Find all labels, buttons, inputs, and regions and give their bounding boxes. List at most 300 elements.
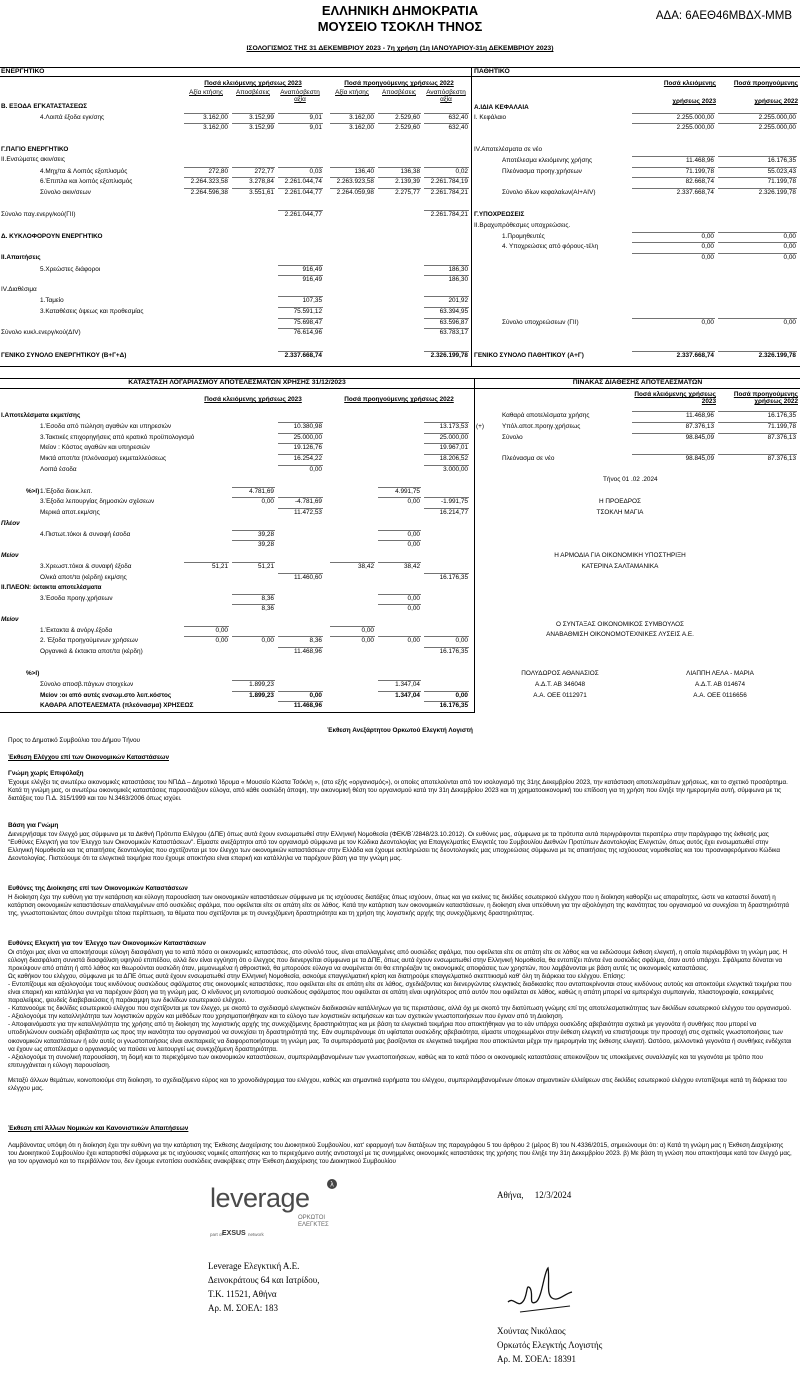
- liab-cell: 0,00: [783, 319, 796, 326]
- results-cell: 38,42: [404, 563, 420, 570]
- results-cell-rule: [278, 443, 323, 444]
- assets-cell: 3.278,84: [249, 178, 274, 185]
- results-frame-bottom: [0, 712, 474, 713]
- results-row-label: 3.Χρεωστ.τόκοι & συναφή έξοδα: [40, 563, 132, 570]
- liab-cell: 55.023,43: [767, 168, 796, 175]
- doc-title-country: ΕΛΛΗΝΙΚΗ ΔΗΜΟΚΡΑΤΙΑ: [321, 3, 479, 18]
- results-cell: 3.000,00: [443, 466, 468, 473]
- assets-cell: 632,40: [448, 114, 468, 121]
- auditor-paragraph-6: - Αποφαινόμαστε για την καταλληλότητα της χρήσης από τη διοίκηση της λογιστικής αρχής της συνεχιζόμενης δραστηριότητας και με βάση τα ελεγκτικά τεκμήρια που αποκτήθηκαν για το εάν υπάρχει ουσιώδης αβεβαιότητα σχετικά με γεγονότα ή συνθήκες που μπορεί να υποδηλώνουν ουσιώδη αβεβαιότητα ως προς την ικανότητα του οργανισμού να συνεχίσει τη δραστηριότητά της. Εάν συμπεράνουμε ότι υφίσταται ουσιώδης αβεβαιότητα, είμαστε υποχρεωμένοι στην έκθεση ελεγκτή να επιστήσουμε την προσοχή στις σχετικές γνωστοποιήσεις των οικονομικών καταστάσεων ή εάν αυτές οι γνωστοποιήσεις είναι ανεπαρκείς να διαφοροποιήσουμε τη γνώμη μας. Τα συμπεράσματά μας βασίζονται σε ελεγκτικά τεκμήρια που αποκτώνται μέχρι την ημερομηνία της έκθεσης ελεγκτή. Ωστόσο, μελλοντικά γεγονότα ή συνθήκες ενδέχεται να έχουν ως αποτέλεσμα ο οργανισμός να παύσει να λειτουργεί ως συνεχιζόμενη δραστηριότητα.: [8, 1021, 792, 1053]
- accountant2-id: Α.Δ.Τ. ΑΒ 014674: [694, 681, 746, 688]
- liab-row-label: Ι. Κεφάλαιο: [474, 114, 507, 121]
- results-row-label: Μείον: [1, 616, 19, 623]
- liab-row-label: Σύνολο υποχρεώσεων (ΓΙΙ): [502, 319, 579, 326]
- results-cell-rule: [330, 562, 375, 563]
- dist-col-current: Ποσά κλειόμενης χρήσεως 2023: [634, 391, 716, 406]
- assets-cell-rule: [378, 113, 421, 114]
- results-row-label: 3.Τακτικές επιχορηγήσεις από κρατικό προϋπολογισμό: [40, 434, 195, 441]
- assets-cell-rule: [278, 328, 323, 329]
- assets-cell-rule: [424, 275, 469, 276]
- logo-network: EXSUS: [222, 1230, 246, 1237]
- results-cell-rule: [378, 497, 421, 498]
- results-row-label: Μερικά αποτ.εκμ/σης: [40, 509, 100, 516]
- assets-cell-rule: [232, 113, 275, 114]
- report-heading-financial: Έκθεση Ελέγχου επί των Οικονομικών Καταστάσεων: [8, 754, 169, 761]
- finance-title: Η ΑΡΜΟΔΙΑ ΓΙΑ ΟΙΚΟΝΟΜΙΚΗ ΥΠΟΣΤΗΡΙΞΗ: [554, 552, 686, 559]
- firm-address-2: Τ.Κ. 11521, Αθήνα: [208, 1289, 277, 1299]
- liab-cell-rule: [718, 123, 797, 124]
- results-cell-rule: [278, 636, 323, 637]
- assets-col-previous: Ποσά προηγούμενης χρήσεως 2022: [344, 80, 454, 87]
- results-cell: 0,00: [309, 692, 322, 699]
- assets-cell: 916,49: [302, 266, 322, 273]
- assets-cell: 2.275,77: [395, 189, 420, 196]
- results-cell-rule: [424, 443, 469, 444]
- dist-cell-rule: [718, 433, 797, 434]
- assets-cell: 2.139,39: [395, 178, 420, 185]
- assets-cell-rule: [278, 210, 323, 211]
- assets-cell-rule: [424, 177, 469, 178]
- results-cell-rule: [330, 626, 375, 627]
- results-cell-rule: [424, 508, 469, 509]
- assets-cell: 272,80: [208, 168, 228, 175]
- assets-cell-rule: [278, 307, 323, 308]
- results-cell-rule: [278, 508, 323, 509]
- liab-cell: 0,00: [701, 254, 714, 261]
- results-row-label: ΙΙ.ΠΛΕΟΝ: έκτακτα αποτελέσματα: [1, 584, 102, 591]
- heading-legal: Έκθεση επί Άλλων Νομικών και Κανονιστικών Απαιτήσεων: [8, 1125, 189, 1132]
- assets-cell: 2.261.784,21: [430, 189, 468, 196]
- assets-cell-rule: [330, 113, 375, 114]
- results-cell-rule: [424, 573, 469, 574]
- dist-cell: 16.176,35: [767, 412, 796, 419]
- logo-wordmark: leverage: [210, 1183, 310, 1213]
- liab-cell: 0,00: [701, 243, 714, 250]
- results-cell: 0,00: [407, 595, 420, 602]
- results-row-label: 3.Έξοδα λειτουργίας δημοσιών σχέσεων: [40, 498, 155, 505]
- assets-cell: 75.591,12: [293, 308, 322, 315]
- results-cell-rule: [378, 530, 421, 531]
- results-cell-rule: [278, 573, 323, 574]
- liab-cell-rule: [632, 167, 715, 168]
- liab-cell: 0,00: [701, 233, 714, 240]
- assets-cell: 2.264.323,58: [190, 178, 228, 185]
- results-row-marker: (+): [476, 423, 484, 430]
- results-col-current: Ποσά κλειόμενης χρήσεως 2023: [204, 396, 302, 403]
- assets-cell-rule: [424, 307, 469, 308]
- assets-cell: 186,30: [448, 276, 468, 283]
- dist-row-label: Καθαρά αποτελέσματα χρήσης: [502, 412, 590, 419]
- assets-cell: 75.698,47: [293, 319, 322, 326]
- results-cell: 25.000,00: [293, 434, 322, 441]
- assets-cell-rule: [278, 275, 323, 276]
- accountant2-license: Α.Α. ΟΕΕ 0116656: [693, 692, 747, 699]
- assets-cell: 2.337.668,74: [284, 352, 322, 359]
- assets-cell: 2.263.923,58: [336, 178, 374, 185]
- liabilities-title: ΠΑΘΗΤΙΚΟ: [474, 68, 510, 75]
- results-cell: 25.000,00: [439, 434, 468, 441]
- liab-cell-rule: [718, 318, 797, 319]
- liab-cell: 2.255.000,00: [676, 114, 714, 121]
- results-row-label: 1.Έσοδα από πώληση αγαθών και υπηρεσιών: [40, 423, 172, 430]
- auditor-paragraph-3: - Εντοπίζουμε και αξιολογούμε τους κινδύνους ουσιώδους σφάλματος στις οικονομικές καταστάσεις, που οφείλεται είτε σε απάτη είτε σε λάθος, σχεδιάζοντας και διενεργώντας ελεγκτικές διαδικασίες που ανταποκρίνονται στους κινδύνους αυτούς και αποκτούμε ελεγκτικά τεκμήρια που είναι επαρκή και κατάλληλα για να παρέχουν βάση για τη γνώμη μας. Ο κίνδυνος μη εντοπισμού ουσιώδους σφάλματος που οφείλεται σε απάτη είναι υψηλότερος από αυτόν που οφείλεται σε λάθος, καθώς η απάτη μπορεί να εμπεριέχει συμπαιγνία, πλαστογραφία, εσκεμμένες παραλείψεις, ψευδείς διαβεβαιώσεις ή παράκαμψη των δικλίδων εσωτερικού ελέγχου.: [8, 981, 792, 1005]
- assets-cell-rule: [330, 188, 375, 189]
- results-cell-rule: [278, 454, 323, 455]
- results-cell-rule: [330, 636, 375, 637]
- assets-row-label: 6.Έπιπλα και λοιπός εξοπλισμός: [40, 178, 133, 185]
- assets-cell-rule: [378, 177, 421, 178]
- results-cell: 8,36: [309, 637, 322, 644]
- results-cell: 19.126,76: [293, 444, 322, 451]
- assets-cell: 201,92: [448, 297, 468, 304]
- assets-cell-rule: [278, 351, 323, 352]
- assets-cell-rule: [278, 318, 323, 319]
- results-cell-rule: [424, 465, 469, 466]
- assets-sub-cost: Αξία κτήσης: [189, 89, 223, 96]
- results-row-label: 1.Έξοδα διοικ.λειτ.: [40, 488, 93, 495]
- results-cell: 16.176,35: [439, 574, 468, 581]
- results-cell-rule: [232, 497, 275, 498]
- results-cell-rule: [378, 594, 421, 595]
- liab-cell-rule: [632, 123, 715, 124]
- results-cell-rule: [278, 701, 323, 702]
- assets-cell: 0,03: [309, 168, 322, 175]
- liab-cell: 71.199,78: [767, 178, 796, 185]
- assets-cell: 9,01: [309, 124, 322, 131]
- firm-registration: Αρ. Μ. ΣΟΕΛ: 183: [208, 1303, 279, 1313]
- assets-cell-rule: [424, 167, 469, 168]
- doc-subtitle: ΙΣΟΛΟΓΙΣΜΟΣ ΤΗΣ 31 ΔΕΚΕΜΒΡΙΟΥ 2023 - 7η χρήση (1η ΙΑΝΟΥΑΡΙΟΥ-31η ΔΕΚΕΜΒΡΙΟΥ 2023): [246, 45, 554, 52]
- assets-cell: 2.261.044,74: [284, 178, 322, 185]
- liab-cell-rule: [632, 232, 715, 233]
- results-row-label: ΚΑΘΑΡΑ ΑΠΟΤΕΛΕΣΜΑΤΑ (πλεόνασμα) ΧΡΗΣΕΩΣ: [40, 702, 194, 709]
- results-row-label: 3.Έσοδα προηγ.χρήσεων: [40, 595, 113, 602]
- dist-cell: 87.376,13: [767, 434, 796, 441]
- dist-cell-rule: [718, 454, 797, 455]
- auditor-paragraph-1: Οι στόχοι μας είναι να αποκτήσουμε εύλογη διασφάλιση για το κατά πόσο οι οικονομικές καταστάσεις, στο σύνολό τους, είναι απαλλαγμένες από ουσιώδες σφάλμα, που οφείλεται είτε σε απάτη είτε σε λάθος και να εκδώσουμε έκθεση ελεγκτή, η οποία περιλαμβάνει τη γνώμη μας. Η εύλογη διασφάλιση συνιστά διασφάλιση υψηλού επιπέδου, αλλά δεν είναι εγγύηση ότι ο έλεγχος που διενεργείται σύμφωνα με τα ΔΠΕ, όπως αυτά έχουν ενσωματωθεί στην Ελληνική Νομοθεσία, θα εντοπίζει πάντα ένα ουσιώδες σφάλμα, όταν αυτό υπάρχει. Σφάλματα δύναται να προκύψουν από απάτη ή από λάθος και θεωρούνται ουσιώδη όταν, μεμονωμένα ή αθροιστικά, θα μπορούσε εύλογα να αναμένεται ότι θα επηρέαζαν τις οικονομικές αποφάσεις των χρηστών, που λαμβάνονται με βάση αυτές τις οικονομικές καταστάσεις.: [8, 949, 788, 973]
- liab-cell-rule: [718, 232, 797, 233]
- assets-cell-rule: [232, 123, 275, 124]
- assets-row-label: Σύνολο ακιν/σεων: [40, 189, 91, 196]
- liab-cell: 2.255.000,00: [676, 124, 714, 131]
- assets-row-label: ΙV.Διαθέσιμα: [1, 286, 37, 293]
- opinion-paragraph-2: Κατά τη γνώμη μας, οι ανωτέρω οικονομικές καταστάσεις παρουσιάζουν εύλογα, από κάθε ουσιώδη άποψη, την οικονομική θέση του οργανισμού κατά την 31η Δεκεμβρίου 2023 και τη χρηματοοικονομική του επίδοση για τη χρήση που έληξε την ημερομηνία αυτή, σύμφωνα με τις διατάξεις του Π.Δ. 315/1999 και του Ν.3463/2006 όπως ισχύει.: [8, 787, 782, 803]
- advisor-title: Ο ΣΥΝΤΑΞΑΣ ΟΙΚΟΝΟΜΙΚΟΣ ΣΥΜΒΟΥΛΟΣ: [555, 621, 685, 628]
- results-row-label: Σύνολο αποσβ.πάγιων στοιχείων: [40, 681, 134, 688]
- assets-cell-rule: [424, 318, 469, 319]
- dist-cell: 98.845,09: [685, 434, 714, 441]
- liab-row-label: 4. Υποχρεώσεις από φόρους-τέλη: [502, 243, 598, 250]
- results-cell-rule: [278, 647, 323, 648]
- results-row-label: Ι.Αποτελέσματα εκμετ/σης: [1, 412, 81, 419]
- liab-cell: 0,00: [783, 233, 796, 240]
- assets-cell: 9,01: [309, 114, 322, 121]
- liab-cell: 0,00: [783, 243, 796, 250]
- assets-cell: 2.261.044,77: [284, 211, 322, 218]
- results-cell-rule: [232, 562, 275, 563]
- results-cell-rule: [424, 636, 469, 637]
- results-cell: 38,42: [358, 563, 374, 570]
- assets-cell-rule: [278, 123, 323, 124]
- assets-cell: 136,38: [400, 168, 420, 175]
- results-cell: 51,21: [258, 563, 274, 570]
- assets-cell: 0,02: [455, 168, 468, 175]
- assets-title: ΕΝΕΡΓΗΤΙΚΟ: [1, 68, 45, 75]
- results-cell: 18.206,52: [439, 455, 468, 462]
- assets-cell-rule: [232, 177, 275, 178]
- results-row-label: Μείον :οι από αυτές ενσωμ.στο λειτ.κόστος: [40, 692, 172, 699]
- results-cell: 11.472,53: [294, 509, 322, 516]
- dist-row-label: Σύνολο: [502, 434, 523, 441]
- heading-auditor: Ευθύνες Ελεγκτή για τον Έλεγχο των Οικονομικών Καταστάσεων: [8, 940, 206, 947]
- assets-cell: 3.551,61: [249, 189, 274, 196]
- liab-row-label: ΙV.Αποτελέσματα σε νέο: [474, 146, 543, 153]
- assets-cell-rule: [232, 167, 275, 168]
- accountant2-name: ΛΙΑΠΠΗ ΛΕΛΑ - ΜΑΡΙΑ: [686, 670, 754, 677]
- results-cell: 16.176,35: [439, 648, 468, 655]
- results-cell-rule: [278, 497, 323, 498]
- auditor-title: Ορκωτός Ελεγκτής Λογιστής: [497, 1340, 603, 1350]
- dist-col-previous: Ποσά προηγούμενης χρήσεως 2022: [733, 391, 798, 406]
- results-cell-rule: [232, 604, 275, 605]
- svg-text:λ: λ: [330, 1181, 334, 1189]
- results-cell-rule: [378, 691, 421, 692]
- assets-cell: 63.783,17: [439, 329, 468, 336]
- results-cell: 4.781,69: [249, 488, 274, 495]
- auditor-registration: Αρ. Μ. ΣΟΕΛ: 18391: [497, 1354, 577, 1364]
- liab-row-label: Αποτέλεσμα κλειόμενης χρήσης: [502, 157, 593, 164]
- assets-cell-rule: [424, 351, 469, 352]
- assets-cell: 2.261.044,77: [284, 189, 322, 196]
- assets-cell: 3.162,00: [349, 124, 374, 131]
- results-cell-rule: [378, 636, 421, 637]
- management-paragraph: Η διοίκηση έχει την ευθύνη για την κατάρτιση και εύλογη παρουσίαση των οικονομικών καταστάσεων σύμφωνα με τις ισχύουσες διατάξεις όπως ισχύουν, όπως και για εκείνες τις δικλίδες εσωτερικού ελέγχου που η διοίκηση καθορίζει ως απαραίτητες, ώστε να καταστεί δυνατή η κατάρτιση οικονομικών καταστάσεων απαλλαγμένων από ουσιώδες σφάλμα, που οφείλεται είτε σε απάτη είτε σε λάθος. Κατά την κατάρτιση των οικονομικών καταστάσεων, η διοίκηση είναι υπεύθυνη για την αξιολόγηση της ικανότητας του οργανισμού να συνεχίσει τη δραστηριότητά της, γνωστοποιώντας όπου συντρέχει τέτοια περίπτωση, τα θέματα που σχετίζονται με τη συνεχιζόμενη δραστηριότητα και τη χρήση της λογιστικής αρχής της συνεχιζόμενης δραστηριότητας.: [8, 894, 789, 918]
- results-frame-header: [0, 388, 800, 389]
- assets-cell: 2.326.199,78: [430, 352, 468, 359]
- assets-cell-rule: [424, 123, 469, 124]
- assets-cell: 272,77: [254, 168, 274, 175]
- results-cell: 16.176,35: [439, 702, 468, 709]
- results-row-label: Οργανικά & έκτακτα αποτ/τα (κέρδη): [40, 648, 143, 655]
- results-cell: 0,00: [407, 637, 420, 644]
- assets-row-label: ΓΕΝΙΚΟ ΣΥΝΟΛΟ ΕΝΕΡΓΗΤΙΚΟΥ (Β+Γ+Δ): [1, 352, 127, 359]
- results-cell-rule: [378, 680, 421, 681]
- results-cell: 0,00: [361, 627, 374, 634]
- distribution-title: ΠΙΝΑΚΑΣ ΔΙΑΘΕΣΗΣ ΑΠΟΤΕΛΕΣΜΑΤΩΝ: [572, 379, 703, 386]
- assets-cell-rule: [278, 177, 323, 178]
- results-cell-rule: [232, 680, 275, 681]
- results-cell: 1.347,04: [395, 681, 420, 688]
- results-cell-rule: [378, 604, 421, 605]
- results-cell: 0,00: [455, 692, 468, 699]
- assets-row-label: Σύνολο παγ.ενεργ/κού(ΓΙΙ): [1, 211, 76, 218]
- results-cell-rule: [424, 422, 469, 423]
- results-row-label: Μείον: [1, 552, 19, 559]
- assets-cell-rule: [278, 265, 323, 266]
- heading-management: Ευθύνες της Διοίκησης επί των Οικονομικών Καταστάσεων: [8, 885, 188, 892]
- liab-cell-rule: [632, 318, 715, 319]
- doc-title-museum: ΜΟΥΣΕΙΟ ΤΣΟΚΛΗ ΤΗΝΟΣ: [317, 19, 483, 34]
- results-row-label: %>Ι): [26, 670, 40, 677]
- liab-row-label: 1.Προμηθευτές: [502, 233, 545, 240]
- logo-network-word: network: [248, 1232, 264, 1237]
- assets-cell: 3.162,00: [203, 114, 228, 121]
- auditor-paragraph-4: - Κατανοούμε τις δικλίδες εσωτερικού ελέγχου που σχετίζονται με τον έλεγχο, με σκοπό το σχεδιασμό ελεγκτικών διαδικασιών κατάλληλων για τις περιστάσεις, αλλά όχι με σκοπό την διατύπωση γνώμης επί της αποτελεσματικότητας των δικλίδων εσωτερικού ελέγχου του οργανισμού.: [8, 1005, 792, 1013]
- results-cell-rule: [232, 487, 275, 488]
- results-row-label: %>Ι): [26, 488, 40, 495]
- liab-row-label: Α.ΙΔΙΑ ΚΕΦΑΛΑΙΑ: [474, 104, 529, 111]
- results-cell-rule: [424, 691, 469, 692]
- results-cell: -4.781,69: [294, 498, 322, 505]
- dist-cell-rule: [718, 422, 797, 423]
- results-row-label: Μείον : Κόστος αγαθών και υπηρεσιών: [40, 444, 150, 451]
- liab-cell: 2.255.000,00: [758, 114, 796, 121]
- assets-sub-cost-prev: Αξία κτήσης: [335, 89, 369, 96]
- results-cell-rule: [278, 465, 323, 466]
- auditor-name: Χούντας Νικόλαος: [497, 1326, 566, 1336]
- assets-cell-rule: [378, 123, 421, 124]
- dist-cell: 71.199,78: [767, 423, 796, 430]
- liab-row-label: ΙΙ.Βραχυπρόθεσμες υποχρεώσεις.: [474, 222, 571, 229]
- liab-cell: 2.337.668,74: [676, 189, 714, 196]
- results-row-label: 1.Έκτακτα & ανόργ.έξοδα: [40, 627, 113, 634]
- results-cell: 0,00: [361, 637, 374, 644]
- assets-cell-rule: [330, 123, 375, 124]
- results-cell-rule: [184, 626, 229, 627]
- results-cell: 4.991,75: [395, 488, 420, 495]
- auditor-paragraph-7: - Αξιολογούμε τη συνολική παρουσίαση, τη δομή και το περιεχόμενο των οικονομικών καταστάσεων, συμπεριλαμβανομένων των γνωστοποιήσεων, καθώς και το κατά πόσο οι οικονομικές καταστάσεις απεικονίζουν τις υποκείμενες συναλλαγές και τα γεγονότα με τρόπο που επιτυγχάνεται η εύλογη παρουσίαση.: [8, 1053, 764, 1069]
- liab-cell-rule: [718, 351, 797, 352]
- assets-sub-depr-prev: Αποσβέσεις: [382, 89, 416, 96]
- liab-cell: 16.176,35: [767, 157, 796, 164]
- assets-cell: 2.264.596,38: [190, 189, 228, 196]
- results-cell-rule: [278, 433, 323, 434]
- opinion-paragraph-1: Έχουμε ελέγξει τις ανωτέρω οικονομικές καταστάσεις του ΝΠΔΔ – Δημοτικό Ίδρυμα « Μουσείο Κώστα Τσόκλη », (στο εξής «οργανισμός»), οι οποίες αποτελούνται από τον ισολογισμό της 31ης Δεκεμβρίου 2023, την κατάσταση αποτελεσμάτων χρήσεως, και το σχετικό προσάρτημα.: [8, 779, 788, 786]
- results-row-label: 4.Πιστωτ.τόκοι & συναφή έσοδα: [40, 531, 131, 538]
- liab-cell-rule: [718, 113, 797, 114]
- assets-cell-rule: [330, 167, 375, 168]
- advisor-firm: ΑΝΑΒΑΘΜΙΣΗ ΟΙΚΟΝΟΜΟΤΕΧΝΙΚΕΣ ΛΥΣΕΙΣ Α.Ε.: [546, 631, 694, 638]
- dist-cell: 98.845,09: [685, 455, 714, 462]
- president-name: ΤΣΟΚΛΗ ΜΑΓΙΑ: [596, 509, 644, 516]
- dist-cell-rule: [632, 422, 715, 423]
- results-cell: 1.899,23: [249, 681, 274, 688]
- results-cell-rule: [184, 562, 229, 563]
- results-cell-rule: [424, 701, 469, 702]
- report-title: Έκθεση Ανεξάρτητου Ορκωτού Ελεγκτή Λογιστή: [327, 727, 473, 734]
- results-title: ΚΑΤΑΣΤΑΣΗ ΛΟΓΑΡΙΑΣΜΟΥ ΑΠΟΤΕΛΕΣΜΑΤΩΝ ΧΡΗΣΗΣ 31/12/2023: [128, 379, 346, 386]
- assets-sub-depr: Αποσβέσεις: [236, 89, 270, 96]
- results-cell: 0,00: [215, 627, 228, 634]
- liab-cell: 11.468,96: [686, 157, 714, 164]
- results-cell: 0,00: [455, 637, 468, 644]
- assets-cell-rule: [424, 113, 469, 114]
- results-cell: 0,00: [407, 541, 420, 548]
- firm-name: Leverage Ελεγκτική Α.Ε.: [208, 1261, 300, 1271]
- liab-cell-rule: [718, 242, 797, 243]
- dist-cell: 87.376,13: [767, 455, 796, 462]
- liab-cell-rule: [632, 113, 715, 114]
- heading-opinion: Γνώμη χωρίς Επιφύλαξη: [8, 770, 84, 777]
- liab-cell: 0,00: [783, 254, 796, 261]
- assets-row-label: 5.Χρεώστες διάφοροι: [40, 266, 101, 273]
- liab-cell: 82.668,74: [685, 178, 714, 185]
- liab-col-previous: Ποσά προηγούμενης: [733, 80, 798, 87]
- dist-cell: 87.376,13: [685, 423, 714, 430]
- assets-row-label: ΙΙ.Απαιτήσεις: [1, 254, 41, 261]
- liab-cell-rule: [632, 177, 715, 178]
- results-cell-rule: [378, 562, 421, 563]
- results-cell: 0,00: [407, 605, 420, 612]
- liab-row-label: Σύνολο ιδίων κεφαλαίων(ΑΙ+ΑΙV): [502, 189, 596, 196]
- results-cell: 1.347,04: [395, 692, 420, 699]
- assets-cell-rule: [424, 328, 469, 329]
- dist-cell-rule: [632, 433, 715, 434]
- results-cell: 1.899,23: [249, 692, 274, 699]
- liab-cell-rule: [632, 188, 715, 189]
- assets-cell-rule: [424, 296, 469, 297]
- legal-paragraph: Λαμβάνοντας υπόψη ότι η διοίκηση έχει την ευθύνη για την κατάρτιση της Έκθεσης Διαχείρισης του Διοικητικού Συμβουλίου, κατ' εφαρμογή των διατάξεων της παραγράφου 5 του άρθρου 2 (μέρος Β) του Ν.4336/2015, σημειώνουμε ότι: α) Κατά τη γνώμη μας η Έκθεση Διαχείρισης του Διοικητικού Συμβουλίου έχει καταρτισθεί σύμφωνα με τις ισχύουσες νομικές απαιτήσεις και το περιεχόμενο αυτής αντιστοιχεί με τις συνημμένες οικονομικές καταστάσεις της χρήσης που έληξε την 31η Δεκεμβρίου 2023. β) Με βάση τη γνώση που αποκτήσαμε κατά τον έλεγχό μας, για τον οργανισμό και το περιβάλλον του, δεν έχουμε εντοπίσει ουσιώδεις ανακρίβειες στην Έκθεση Διαχείρισης του Διοικητικού Συμβουλίου: [8, 1142, 792, 1166]
- results-cell-rule: [278, 691, 323, 692]
- assets-cell-rule: [278, 113, 323, 114]
- results-cell: 16.214,77: [439, 509, 468, 516]
- assets-cell-rule: [184, 167, 229, 168]
- assets-row-label: Β. ΕΞΟΔΑ ΕΓΚΑΤΑΣΤΑΣΕΩΣ: [1, 103, 88, 110]
- results-row-label: 2. Έξοδα προηγούμενων χρήσεων: [40, 637, 138, 644]
- logo-sub2: ΕΛΕΓΚΤΕΣ: [298, 1222, 329, 1228]
- results-cell-rule: [232, 540, 275, 541]
- firm-address-1: Δεινοκράτους 64 και Ιατρίδου,: [208, 1275, 320, 1285]
- assets-cell: 76.614,96: [293, 329, 322, 336]
- liab-cell-rule: [718, 253, 797, 254]
- assets-cell: 186,30: [448, 266, 468, 273]
- opinion-text: [8, 779, 792, 803]
- assets-row-label: Δ. ΚΥΚΛΟΦΟΡΟΥΝ ΕΝΕΡΓΗΤΙΚΟ: [1, 233, 103, 240]
- results-cell-rule: [184, 636, 229, 637]
- assets-col-current: Ποσά κλειόμενης χρήσεως 2023: [204, 80, 302, 87]
- accountant1-id: Α.Δ.Τ. ΑΒ 346048: [534, 681, 586, 688]
- assets-row-label: 3.Καταθέσεις όψεως και προθεσμίας: [40, 308, 144, 315]
- assets-cell-rule: [184, 123, 229, 124]
- assets-cell-rule: [378, 188, 421, 189]
- results-cell: 8,36: [261, 595, 274, 602]
- dist-cell-rule: [718, 411, 797, 412]
- logo-partof: part of: [210, 1232, 223, 1237]
- results-cell: 13.173,53: [439, 423, 468, 430]
- results-cell: 39,28: [258, 531, 274, 538]
- frame-top: [0, 67, 800, 68]
- results-row-label: Πλέον: [1, 520, 20, 527]
- leverage-logo: [208, 1178, 338, 1244]
- results-cell: 0,00: [261, 498, 274, 505]
- assets-sub-net: Αναπόσβεστη αξία: [280, 89, 320, 104]
- assets-row-label: 4.Μηχ/τα & Λοιπός εξοπλισμός: [40, 168, 128, 175]
- results-cell: 11.468,96: [294, 648, 322, 655]
- basis-paragraph: Διενεργήσαμε τον έλεγχό μας σύμφωνα με τα Διεθνή Πρότυπα Ελέγχου (ΔΠΕ) όπως αυτά έχουν ενσωματωθεί στην Ελληνική Νομοθεσία (ΦΕΚ/Β΄/2848/23.10.2012). Οι ευθύνες μας, σύμφωνα με τα πρότυπα αυτά περιγράφονται περαιτέρω στην παράγραφο της έκθεσής μας "Ευθύνες Ελεγκτή για τον Έλεγχο των Οικονομικών Καταστάσεων". Είμαστε ανεξάρτητοι από τον οργανισμό σύμφωνα με τον Κώδικα Δεοντολογίας για Επαγγελματίες Ελεγκτές του Συμβουλίου Διεθνών Προτύπων Δεοντολογίας Ελεγκτών, όπως αυτός έχει ενσωματωθεί στην Ελληνική Νομοθεσία και τις απαιτήσεις δεοντολογίας που σχετίζονται με τον έλεγχο των οικονομικών καταστάσεων στην Ελλάδα και έχουμε εκπληρώσει τις δεοντολογικές μας υποχρεώσεις σύμφωνα με τις απαιτήσεις της ισχύουσας νομοθεσίας και του προαναφερόμενου Κώδικα Δεοντολογίας. Πιστεύουμε ότι τα ελεγκτικά τεκμήρια που έχουμε αποκτήσει είναι επαρκή και κατάλληλα να παρέχουν βάση για την γνώμη μας.: [8, 831, 780, 863]
- results-cell: 39,28: [258, 541, 274, 548]
- assets-cell: 2.529,60: [395, 114, 420, 121]
- results-cell: 0,00: [407, 498, 420, 505]
- results-cell-rule: [378, 540, 421, 541]
- assets-cell: 2.261.784,19: [430, 178, 468, 185]
- liab-cell: 2.326.199,78: [758, 352, 796, 359]
- assets-cell: 2.264.059,98: [336, 189, 374, 196]
- assets-cell-rule: [424, 210, 469, 211]
- assets-cell: 916,49: [302, 276, 322, 283]
- frame-header-bottom: [0, 76, 800, 77]
- assets-cell: 3.152,99: [249, 114, 274, 121]
- results-cell-rule: [424, 454, 469, 455]
